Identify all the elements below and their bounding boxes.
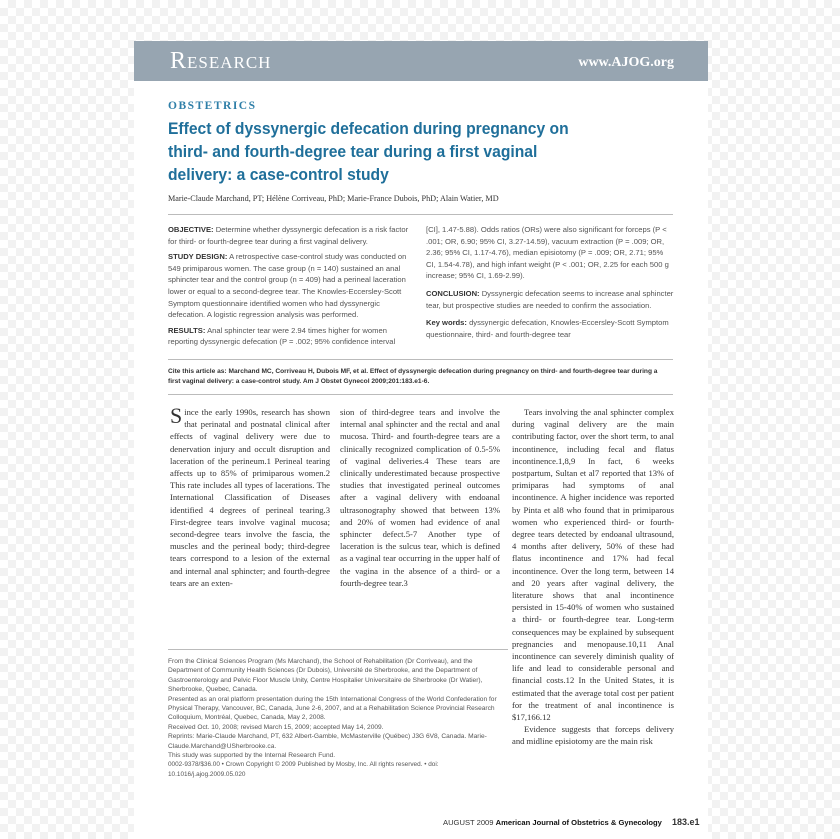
divider <box>168 394 673 395</box>
divider <box>168 649 508 650</box>
footer-date: AUGUST 2009 <box>443 818 494 827</box>
article-authors: Marie-Claude Marchand, PT; Hélène Corriveau, PhD; Marie-France Dubois, PhD; Alain Watier, MD <box>168 194 499 203</box>
keywords-text: dyssynergic defecation, Knowles-Eccersley-Scott Symptom questionnaire, third- and fourth-degree tear <box>426 318 669 339</box>
design-text: A retrospective case-control study was conducted on 549 primiparous women. The case group (n = 140) sustained an anal sphincter tear and the control group (n = 409) had a perineal laceration lower or equal to a second-degree tear. The Knowles-Eccersley-Scott Symptom questionnaire identified women who had dyssynergic defecation. A logistic regression analysis was performed. <box>168 252 407 320</box>
abstract-left <box>168 224 418 348</box>
conclusion-label: CONCLUSION: <box>426 288 480 298</box>
reprints-note: Reprints: Marie-Claude Marchand, PT, 632 Albert-Gamble, McMasterville (Québec) J3G 6V8, Canada. Marie-Claude.Marchand@USherbrooke.ca. <box>168 733 487 750</box>
body-text: sion of third-degree tears and involve the internal anal sphincter and the rectal and anal mucosa. Third- and fourth-degree tears are a clinically recognized complication of 0.5-5% of vaginal deliveries.4 These tears are clinically underestimated because prospective studies that investigated perineal outcomes after a vaginal delivery with endoanal ultrasonography showed that between 13% and 20% of women had evidence of anal sphincter defect.5-7 Another type of laceration is the sulcus tear, which is defined as a vaginal tear occurring in the upper half of the vagina in the absence of a third- or a fourth-degree tear.3 <box>340 407 500 588</box>
page-number: 183.e1 <box>672 817 700 827</box>
conclusion-text: Dyssynergic defecation seems to increase anal sphincter tear, but prospective studies are needed to confirm the association. <box>426 288 674 310</box>
section-title: Research <box>170 48 272 74</box>
results-text-continued: [CI], 1.47-5.88). Odds ratios (ORs) were also significant for forceps (P < .001; OR, 6.90; 95% CI, 3.27-14.59), vacuum extraction (P = .009; OR, 2.36; 95% CI, 1.17-4.76), median episiotomy (P = .009; OR, 2.71; 95% CI, 1.54-4.78), and high infant weight (P < .001; OR, 2.25 for each 500 g increase; 95% CI, 1.69-2.99). <box>426 225 669 281</box>
objective-label: OBJECTIVE: <box>168 225 214 234</box>
journal-page <box>134 41 708 839</box>
body-column-3 <box>512 406 674 748</box>
article-category: OBSTETRICS <box>168 100 257 112</box>
divider <box>168 359 673 360</box>
article-title: Effect of dyssynergic defecation during pregnancy on third- and fourth-degree tear during a first vaginal delivery: a case-control study <box>168 119 569 184</box>
body-column-2 <box>340 406 500 589</box>
presentation-note: Presented as an oral platform presentation during the 15th International Congress of the World Confederation for Physical Therapy, Vancouver, BC, Canada, June 2-6, 2007, and at a Rehabilitation Science Provincial Research Colloquium, Montréal, Quebec, Canada, May 2, 2008. <box>168 695 497 722</box>
copyright-doi: 0002-9378/$36.00 • Crown Copyright © 2009 Published by Mosby, Inc. All rights reserved. • doi: 10.1016/j.ajog.2009.05.020 <box>168 761 439 778</box>
page-footer <box>443 817 700 827</box>
abstract-right <box>426 224 674 340</box>
objective-text: Determine whether dyssynergic defecation is a risk factor for third- or fourth-degree tear during a first vaginal delivery. <box>168 225 409 246</box>
divider <box>168 214 673 215</box>
keywords-label: Key words: <box>426 318 467 328</box>
body-text: Evidence suggests that forceps delivery and midline episiotomy are the main risk <box>512 724 674 747</box>
received-dates: Received Oct. 10, 2008; revised March 15, 2009; accepted May 14, 2009. <box>168 723 384 731</box>
body-column-1 <box>170 403 330 589</box>
affiliations <box>168 657 508 779</box>
footer-journal: American Journal of Obstetrics & Gynecology <box>495 818 662 827</box>
design-label: STUDY DESIGN: <box>168 252 228 262</box>
dropcap: S <box>170 403 183 428</box>
funding-note: This study was supported by the Internal Research Fund. <box>168 752 336 760</box>
results-text: Anal sphincter tear were 2.94 times higher for women reporting dyssynergic defecation (P = .002; 95% confidence interval <box>168 325 396 347</box>
body-text: Tears involving the anal sphincter complex during vaginal delivery are the main contributing factor, over the short term, to anal incontinence, including fecal and flatus incontinence.1,8,9 In fact, 6 weeks postpartum, Sultan et al7 reported that 13% of primiparas had symptoms of anal incontinence. A higher incidence was reported by Pinta et al8 who found that in primiparous women who experienced third- or fourth-degree tears detected by endoanal ultrasound, 4 months after delivery, 50% of these had flatus incontinence and 17% had fecal incontinence. Over the long term, between 14 and 20 years after vaginal delivery, the literature shows that anal incontinence persisted in 15-40% of women who sustained a third- or fourth-degree tear. Long-term consequences may be explained by subsequent pregnancies and menopause.10,11 Anal incontinence can severely diminish quality of life and lead to considerable personal and financial costs.12 In the United States, it is estimated that the average total cost per patient for the treatment of anal incontinence is $17,166.12 <box>512 407 674 723</box>
body-text: ince the early 1990s, research has shown that perinatal and postnatal clinical after effects of vaginal delivery were due to denervation injury and occult disruption and laceration of the perineum.1 Perineal tearing affects up to 85% of primiparous women.2 This rate includes all types of lacerations. The International Classification of Diseases identified 4 degrees of perineal tearing.3 First-degree tears involve vaginal mucosa; second-degree tears involve the fascia, the muscles and the perineal body; third-degree tears correspond to a lesion of the external and internal anal sphincter; and fourth-degree tears are an exten- <box>170 407 330 588</box>
journal-url[interactable]: www.AJOG.org <box>578 55 674 70</box>
section-banner <box>134 41 708 81</box>
affiliation-text: From the Clinical Sciences Program (Ms Marchand), the School of Rehabilitation (Dr Corriveau), and the Department of Community Health Sciences (Dr Dubois), Université de Sherbrooke, and the Department of Gastroenterology and Pelvic Floor Muscle Unity, Centre Hospitalier Universitaire de Sherbrooke (Dr Watier), Sherbrooke, Quebec, Canada. <box>168 658 483 694</box>
citation: Cite this article as: Marchand MC, Corriveau H, Dubois MF, et al. Effect of dyssynergic defecation during pregnancy on third- and fourth-degree tear during a first vaginal delivery: a case-control study. Am J Obstet Gynecol 2009;201:183.e1-6. <box>168 368 658 385</box>
results-label: RESULTS: <box>168 325 206 335</box>
